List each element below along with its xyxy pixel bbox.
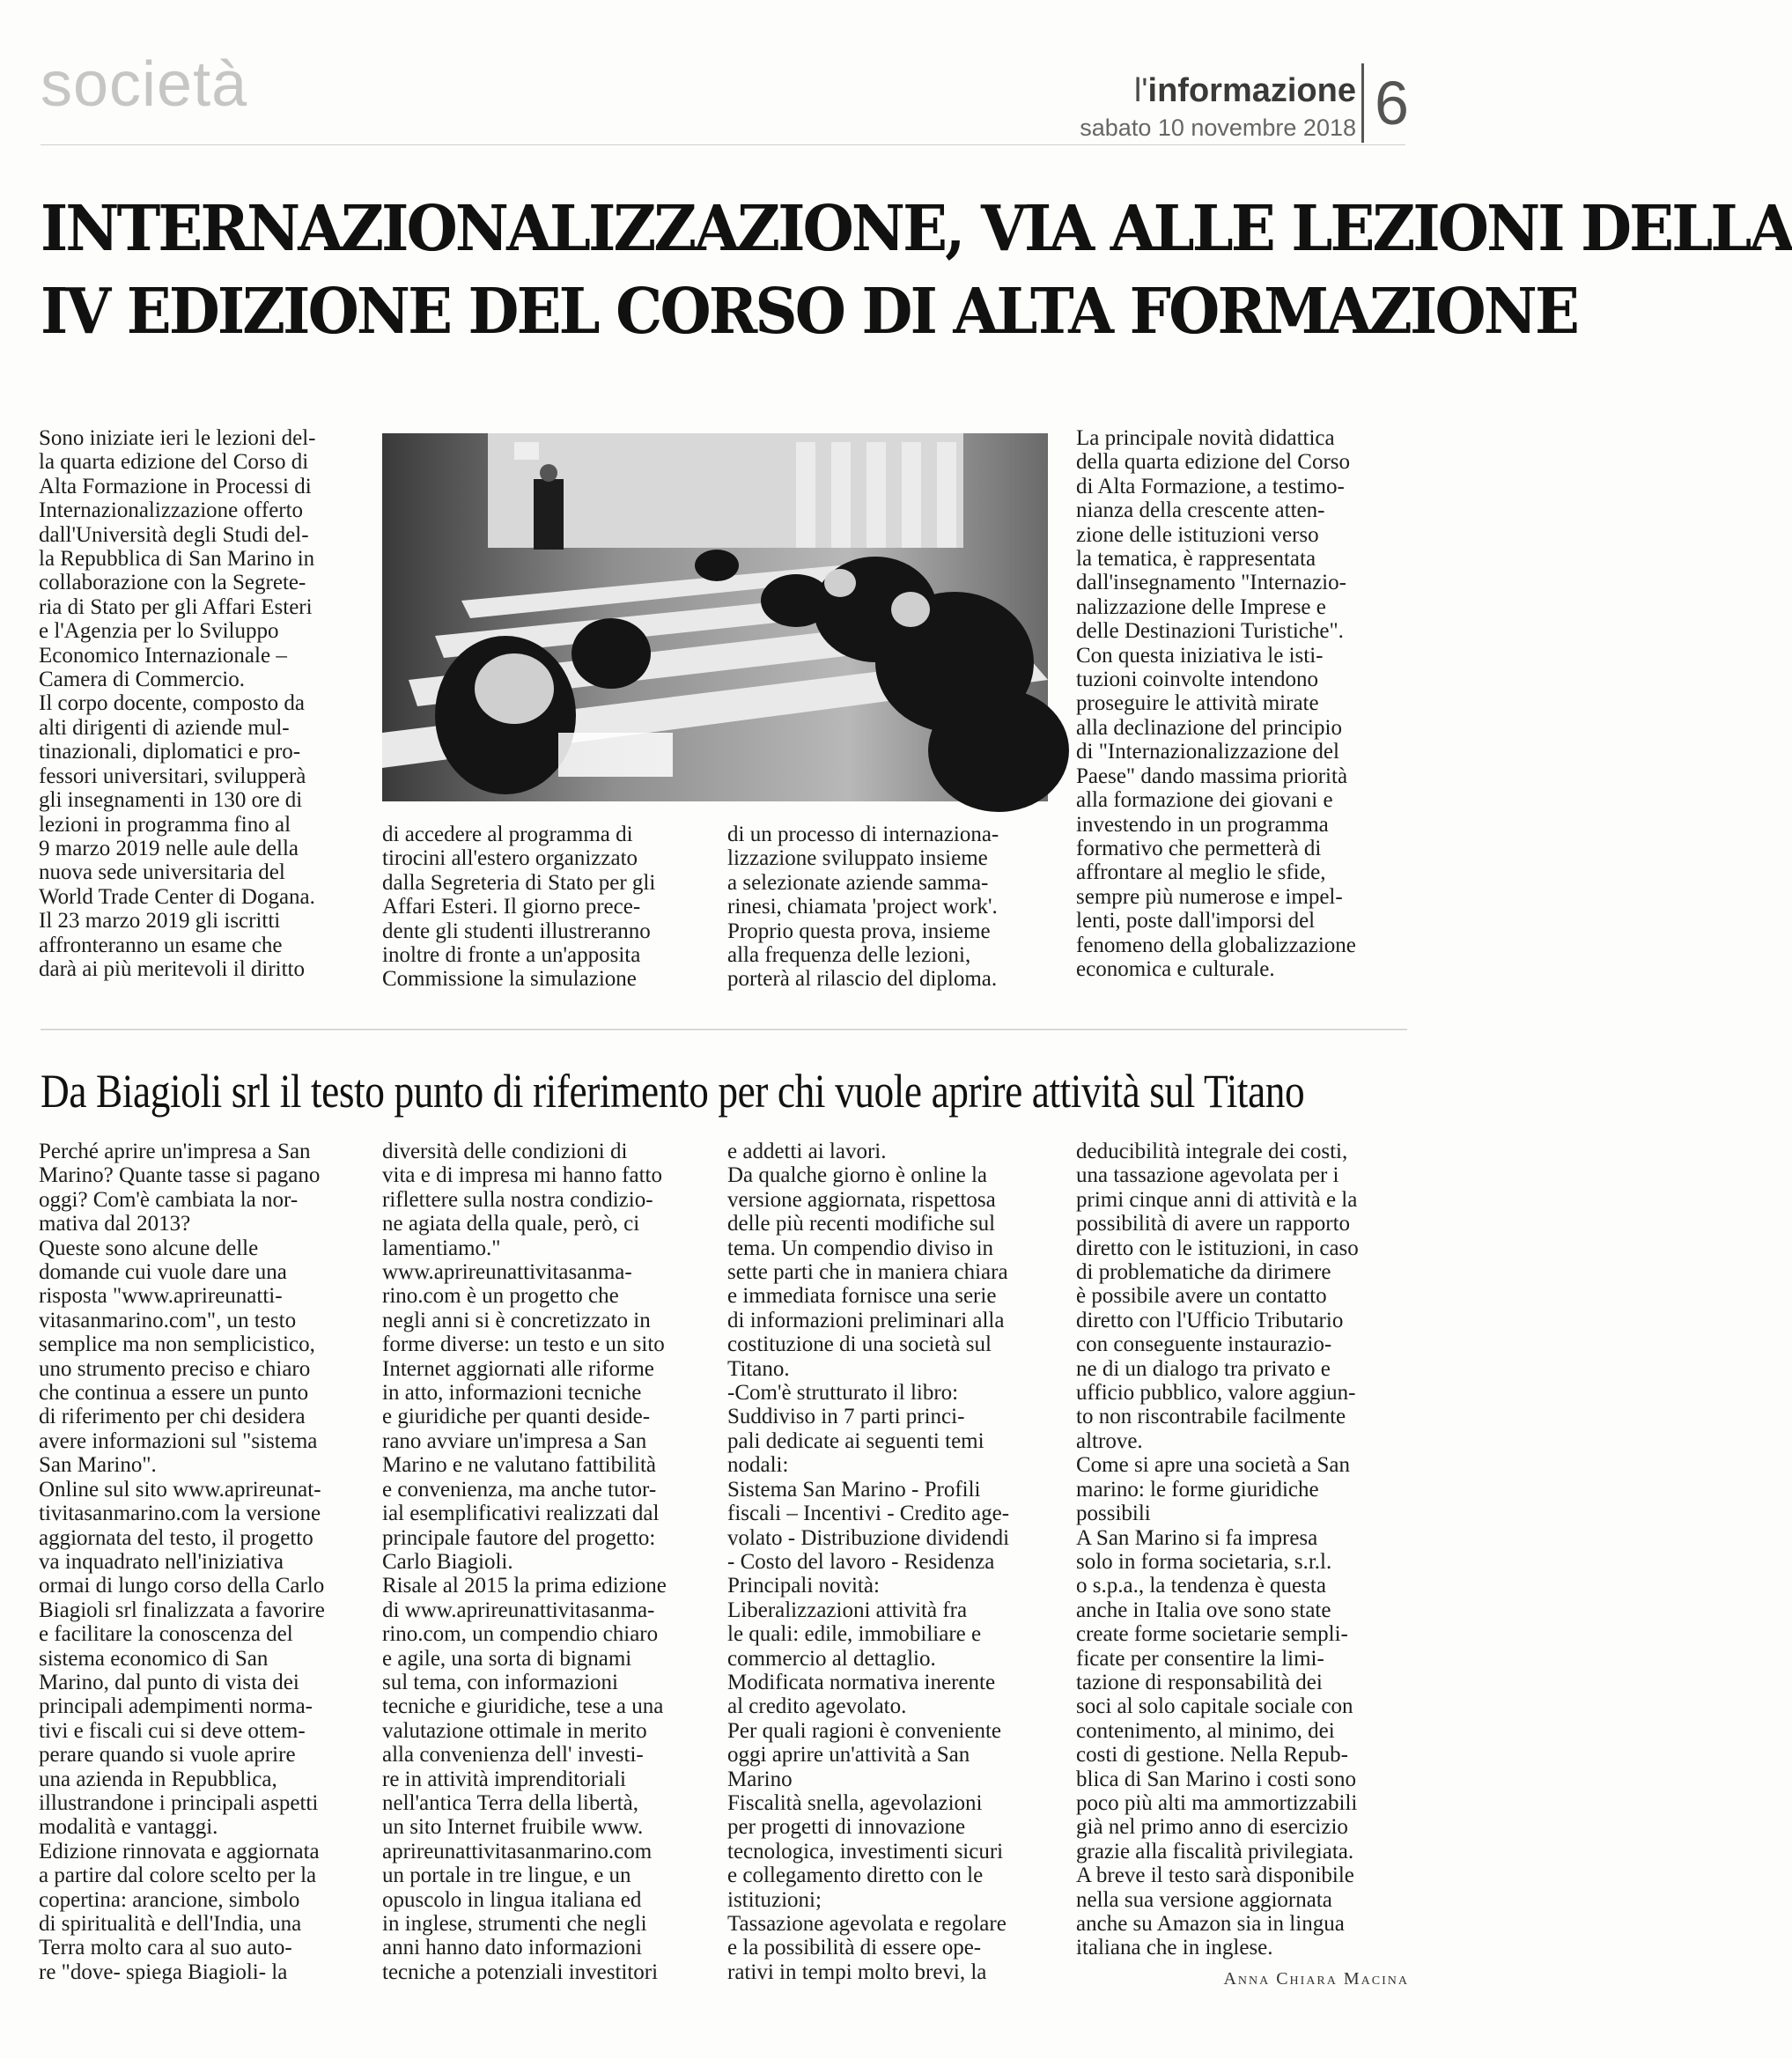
publication-date: sabato 10 novembre 2018	[1080, 114, 1356, 141]
headline-line-1: INTERNAZIONALIZZAZIONE, VIA ALLE LEZIONI DELLA	[41, 191, 1792, 265]
article2-headline: Da Biagioli srl il testo punto di riferimento per chi vuole aprire attività sul Titano	[41, 1065, 1305, 1118]
article2-column-1: Perché aprire un'impresa a San Marino? Quante tasse si pagano oggi? Com'è cambiata la nor- mativa dal 2013? Queste sono alcune delle domande cui vuole dare una risposta "www.aprireunatti- vitasanmarino.com", un testo semplice ma non semplicistico, uno strumento preciso e chiaro che continua a essere un punto di riferimento per chi desidera avere informazioni sul "sistema San Marino". Online sul sito www.aprireunat- tivitasanmarino.com la versione aggiornata del testo, il progetto va inquadrato nell'iniziativa ormai di lungo corso della Carlo Biagioli srl finalizzata a favorire e facilitare la conoscenza del sistema economico di San Marino, dal punto di vista dei principali adempimenti norma- tivi e fiscali cui si deve ottem- perare quando si vuole aprire una azienda in Repubblica, illustrandone i principali aspetti modalità e vantaggi. Edizione rinnovata e aggiornata a partire dal colore scelto per la copertina: arancione, simbolo di spiritualità e dell'India, una Terra molto cara al suo auto- re "dove- spiega Biagioli- la	[39, 1140, 325, 1984]
masthead-brand	[1134, 72, 1356, 110]
article2-column-4: deducibilità integrale dei costi, una tassazione agevolata per i primi cinque anni di attività e la possibilità di avere un rapporto diretto con le istituzioni, in caso di problematiche da dirimere è possibile avere un contatto diretto con l'Ufficio Tributario con conseguente instaurazio- ne di un dialogo tra privato e ufficio pubblico, valore aggiun- to non riscontrabile facilmente altrove. Come si apre una società a San marino: le forme giuridiche possibili A San Marino si fa impresa solo in forma societaria, s.r.l. o s.p.a., la tendenza è questa anche in Italia ove sono state create forme societarie sempli- ficate per consentire la limi- tazione di responsabilità dei soci al solo capitale sociale con contenimento, al minimo, dei costi di gestione. Nella Repub- blica di San Marino i costi sono poco più alti ma ammortizzabili già nel primo anno di esercizio grazie alla fiscalità privilegiata. A breve il testo sarà disponibile nella sua versione aggiornata anche su Amazon sia in lingua italiana che in inglese.	[1076, 1140, 1359, 1960]
article-separator	[41, 1029, 1407, 1030]
article2-column-3: e addetti ai lavori. Da qualche giorno è online la versione aggiornata, rispettosa delle più recenti modifiche sul tema. Un compendio diviso in sette parti che in maniera chiara e immediata fornisce una serie di informazioni preliminari alla costituzione di una società sul Titano. -Com'è strutturato il libro: Suddiviso in 7 parti princi- pali dedicate ai seguenti temi nodali: Sistema San Marino - Profili fiscali – Incentivi - Credito age- volato - Distribuzione dividendi - Costo del lavoro - Residenza Principali novità: Liberalizzazioni attività fra le quali: edile, immobiliare e commercio al dettaglio. Modificata normativa inerente al credito agevolato. Per quali ragioni è conveniente oggi aprire un'attività a San Marino Fiscalità snella, agevolazioni per progetti di innovazione tecnologica, investimenti sicuri e collegamento diretto con le istituzioni; Tassazione agevolata e regolare e la possibilità di essere ope- rativi in tempi molto brevi, la	[727, 1140, 1010, 1984]
article1-headline	[41, 187, 1792, 352]
header-rule	[41, 144, 1405, 145]
classroom-photo-graphic	[382, 433, 1048, 801]
article1-column-2: di accedere al programma di tirocini all'estero organizzato dalla Segreteria di Stato per gli Affari Esteri. Il giorno prece- dente gli studenti illustreranno inoltre di fronte a un'apposita Commissione la simulazione	[382, 823, 656, 992]
page-number: 6	[1361, 63, 1427, 143]
article2-column-2: diversità delle condizioni di vita e di impresa mi hanno fatto riflettere sulla nostra condizio- ne agiata della quale, però, ci lamentiamo." www.aprireunattivitasanma- rino.com è un progetto che negli anni si è concretizzato in forme diverse: un testo e un sito Internet aggiornati alle riforme in atto, informazioni tecniche e giuridiche per quanti deside- rano avviare un'impresa a San Marino e ne valutano fattibilità e convenienza, ma anche tutor- ial esemplificativi realizzati dal principale fautore del progetto: Carlo Biagioli. Risale al 2015 la prima edizione di www.aprireunattivitasanma- rino.com, un compendio chiaro e agile, una sorta di bignami sul tema, con informazioni tecniche e giuridiche, tese a una valutazione ottimale in merito alla convenienza dell' investi- re in attività imprenditoriali nell'antica Terra della libertà, un sito Internet fruibile www. aprireunattivitasanmarino.com un portale in tre lingue, e un opuscolo in lingua italiana ed in inglese, strumenti che negli anni hanno dato informazioni tecniche a potenziali investitori	[382, 1140, 667, 1984]
article1-column-3: di un processo di internaziona- lizzazione sviluppato insieme a selezionate aziende samma- rinesi, chiamata 'project work'. Proprio questa prova, insieme alla frequenza delle lezioni, porterà al rilascio del diploma.	[727, 823, 999, 992]
brand-name: informazione	[1147, 72, 1356, 109]
brand-prefix: l'	[1133, 72, 1148, 109]
section-label: società	[41, 49, 248, 120]
article1-column-1: Sono iniziate ieri le lezioni del- la quarta edizione del Corso di Alta Formazione in Processi di Internazionalizzazione offerto dall'Università degli Studi del- la Repubblica di San Marino in collaborazione con la Segrete- ria di Stato per gli Affari Esteri e l'Agenzia per lo Sviluppo Economico Internazionale – Camera di Commercio. Il corpo docente, composto da alti dirigenti di aziende mul- tinazionali, diplomatici e pro- fessori universitari, svilupperà gli insegnamenti in 130 ore di lezioni in programma fino al 9 marzo 2019 nelle aule della nuova sede universitaria del World Trade Center di Dogana. Il 23 marzo 2019 gli iscritti affronteranno un esame che darà ai più meritevoli il diritto	[39, 426, 316, 981]
byline: Anna Chiara Macina	[1223, 1969, 1409, 1989]
headline-line-2: IV EDIZIONE DEL CORSO DI ALTA FORMAZIONE	[41, 274, 1578, 348]
article1-column-4: La principale novità didattica della quarta edizione del Corso di Alta Formazione, a testimo- nianza della crescente atten- zione delle istituzioni verso la tematica, è rappresentata dall'insegnamento "Internazio- nalizzazione delle Imprese e delle Destinazioni Turistiche". Con questa iniziativa le isti- tuzioni coinvolte intendono proseguire le attività mirate alla declinazione del principio di "Internazionalizzazione del Paese" dando massima priorità alla formazione dei giovani e investendo in un programma formativo che permetterà di affrontare al meglio le sfide, sempre più numerose e impel- lenti, poste dall'imporsi del fenomeno della globalizzazione economica e culturale.	[1076, 426, 1356, 981]
classroom-photo	[382, 433, 1048, 801]
